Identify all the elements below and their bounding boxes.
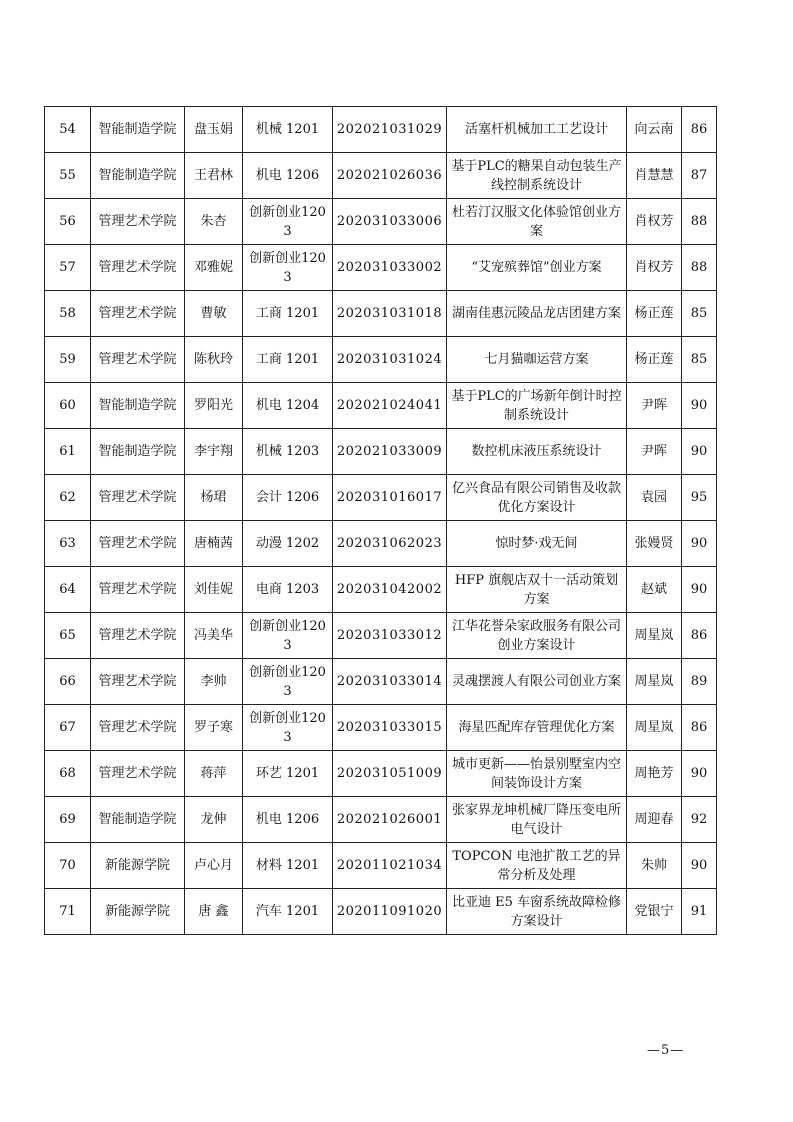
cell-advisor: 张嫚贤 [627, 521, 682, 567]
cell-score: 85 [682, 291, 717, 337]
cell-seq: 57 [45, 245, 91, 291]
cell-title: 七月猫咖运营方案 [447, 337, 627, 383]
cell-college: 管理艺术学院 [91, 751, 185, 797]
cell-college: 智能制造学院 [91, 797, 185, 843]
cell-title: 城市更新——怡景别墅室内空间装饰设计方案 [447, 751, 627, 797]
cell-score: 88 [682, 245, 717, 291]
cell-seq: 56 [45, 199, 91, 245]
cell-advisor: 杨正莲 [627, 291, 682, 337]
cell-class: 会计 1206 [243, 475, 333, 521]
cell-title: 杜若汀汉服文化体验馆创业方案 [447, 199, 627, 245]
cell-score: 95 [682, 475, 717, 521]
cell-class: 机电 1204 [243, 383, 333, 429]
cell-title: 灵魂摆渡人有限公司创业方案 [447, 659, 627, 705]
cell-student-no: 202011021034 [333, 843, 447, 889]
cell-advisor: 党银宁 [627, 889, 682, 935]
cell-name: 唐楠茜 [185, 521, 243, 567]
cell-name: 王君林 [185, 153, 243, 199]
cell-class: 创新创业1203 [243, 245, 333, 291]
cell-college: 管理艺术学院 [91, 337, 185, 383]
cell-name: 唐 鑫 [185, 889, 243, 935]
cell-title: 张家界龙坤机械厂降压变电所电气设计 [447, 797, 627, 843]
cell-name: 李宇翔 [185, 429, 243, 475]
cell-class: 机电 1206 [243, 153, 333, 199]
cell-score: 87 [682, 153, 717, 199]
cell-student-no: 202021026001 [333, 797, 447, 843]
table-row [45, 475, 717, 521]
table-row [45, 153, 717, 199]
cell-title: HFP 旗舰店双十一活动策划方案 [447, 567, 627, 613]
table-row [45, 705, 717, 751]
cell-student-no: 202031031024 [333, 337, 447, 383]
cell-student-no: 202031062023 [333, 521, 447, 567]
table-row [45, 337, 717, 383]
cell-college: 管理艺术学院 [91, 199, 185, 245]
cell-name: 杨珺 [185, 475, 243, 521]
table-row [45, 843, 717, 889]
table-row [45, 383, 717, 429]
award-list-table [44, 106, 717, 935]
cell-score: 90 [682, 843, 717, 889]
table-row [45, 613, 717, 659]
cell-student-no: 202031031018 [333, 291, 447, 337]
cell-class: 创新创业1203 [243, 659, 333, 705]
cell-college: 智能制造学院 [91, 429, 185, 475]
cell-seq: 71 [45, 889, 91, 935]
cell-score: 92 [682, 797, 717, 843]
cell-student-no: 202021033009 [333, 429, 447, 475]
cell-college: 智能制造学院 [91, 107, 185, 153]
cell-class: 材料 1201 [243, 843, 333, 889]
cell-score: 86 [682, 107, 717, 153]
cell-seq: 64 [45, 567, 91, 613]
table-row [45, 199, 717, 245]
cell-name: 刘佳妮 [185, 567, 243, 613]
cell-student-no: 202031033012 [333, 613, 447, 659]
cell-class: 机电 1206 [243, 797, 333, 843]
cell-student-no: 202021026036 [333, 153, 447, 199]
cell-name: 蒋萍 [185, 751, 243, 797]
cell-score: 90 [682, 521, 717, 567]
cell-score: 91 [682, 889, 717, 935]
cell-seq: 62 [45, 475, 91, 521]
cell-name: 卢心月 [185, 843, 243, 889]
cell-name: 陈秋玲 [185, 337, 243, 383]
cell-class: 机械 1203 [243, 429, 333, 475]
cell-class: 电商 1203 [243, 567, 333, 613]
cell-student-no: 202031033015 [333, 705, 447, 751]
cell-seq: 60 [45, 383, 91, 429]
cell-title: TOPCON 电池扩散工艺的异常分析及处理 [447, 843, 627, 889]
cell-student-no: 202011091020 [333, 889, 447, 935]
cell-student-no: 202031033006 [333, 199, 447, 245]
table-row [45, 107, 717, 153]
cell-advisor: 肖权芳 [627, 245, 682, 291]
cell-seq: 58 [45, 291, 91, 337]
cell-name: 罗子寒 [185, 705, 243, 751]
cell-name: 李帅 [185, 659, 243, 705]
cell-title: 惊时梦·戏无间 [447, 521, 627, 567]
cell-class: 动漫 1202 [243, 521, 333, 567]
cell-advisor: 周星岚 [627, 613, 682, 659]
table-body [45, 107, 717, 935]
cell-seq: 69 [45, 797, 91, 843]
cell-college: 管理艺术学院 [91, 475, 185, 521]
cell-college: 管理艺术学院 [91, 567, 185, 613]
cell-name: 罗阳光 [185, 383, 243, 429]
cell-score: 88 [682, 199, 717, 245]
cell-score: 90 [682, 383, 717, 429]
cell-student-no: 202031051009 [333, 751, 447, 797]
cell-student-no: 202021024041 [333, 383, 447, 429]
cell-advisor: 赵斌 [627, 567, 682, 613]
cell-seq: 65 [45, 613, 91, 659]
cell-name: 曹敏 [185, 291, 243, 337]
cell-title: 数控机床液压系统设计 [447, 429, 627, 475]
cell-college: 管理艺术学院 [91, 659, 185, 705]
cell-college: 管理艺术学院 [91, 613, 185, 659]
cell-college: 新能源学院 [91, 843, 185, 889]
cell-student-no: 202031042002 [333, 567, 447, 613]
table-row [45, 291, 717, 337]
cell-score: 86 [682, 705, 717, 751]
cell-score: 90 [682, 429, 717, 475]
cell-seq: 54 [45, 107, 91, 153]
cell-advisor: 尹晖 [627, 429, 682, 475]
cell-seq: 61 [45, 429, 91, 475]
cell-student-no: 202031016017 [333, 475, 447, 521]
cell-advisor: 尹晖 [627, 383, 682, 429]
cell-title: “艾宠殡葬馆”创业方案 [447, 245, 627, 291]
table-row [45, 659, 717, 705]
cell-score: 86 [682, 613, 717, 659]
cell-title: 湖南佳惠沅陵品龙店团建方案 [447, 291, 627, 337]
table-row [45, 889, 717, 935]
cell-name: 冯美华 [185, 613, 243, 659]
table-row [45, 429, 717, 475]
cell-score: 90 [682, 567, 717, 613]
table-row [45, 245, 717, 291]
cell-college: 管理艺术学院 [91, 705, 185, 751]
cell-seq: 63 [45, 521, 91, 567]
cell-title: 海星匹配库存管理优化方案 [447, 705, 627, 751]
cell-title: 亿兴食品有限公司销售及收款优化方案设计 [447, 475, 627, 521]
cell-seq: 66 [45, 659, 91, 705]
cell-advisor: 袁园 [627, 475, 682, 521]
cell-title: 活塞杆机械加工工艺设计 [447, 107, 627, 153]
cell-class: 工商 1201 [243, 291, 333, 337]
cell-college: 智能制造学院 [91, 383, 185, 429]
cell-advisor: 向云南 [627, 107, 682, 153]
cell-title: 江华花誉朵家政服务有限公司创业方案设计 [447, 613, 627, 659]
cell-student-no: 202021031029 [333, 107, 447, 153]
cell-title: 基于PLC的糖果自动包装生产线控制系统设计 [447, 153, 627, 199]
cell-class: 工商 1201 [243, 337, 333, 383]
table-row [45, 751, 717, 797]
cell-advisor: 肖权芳 [627, 199, 682, 245]
cell-advisor: 周艳芳 [627, 751, 682, 797]
cell-college: 管理艺术学院 [91, 521, 185, 567]
cell-college: 管理艺术学院 [91, 245, 185, 291]
cell-title: 基于PLC的广场新年倒计时控制系统设计 [447, 383, 627, 429]
cell-college: 管理艺术学院 [91, 291, 185, 337]
cell-seq: 68 [45, 751, 91, 797]
cell-name: 盘玉娟 [185, 107, 243, 153]
cell-class: 汽车 1201 [243, 889, 333, 935]
cell-student-no: 202031033002 [333, 245, 447, 291]
cell-seq: 67 [45, 705, 91, 751]
cell-advisor: 周星岚 [627, 705, 682, 751]
cell-class: 创新创业1203 [243, 613, 333, 659]
cell-advisor: 肖慧慧 [627, 153, 682, 199]
cell-name: 朱杏 [185, 199, 243, 245]
cell-score: 85 [682, 337, 717, 383]
cell-student-no: 202031033014 [333, 659, 447, 705]
cell-seq: 59 [45, 337, 91, 383]
cell-class: 环艺 1201 [243, 751, 333, 797]
cell-seq: 70 [45, 843, 91, 889]
table-row [45, 521, 717, 567]
cell-name: 邓雅妮 [185, 245, 243, 291]
table-row [45, 797, 717, 843]
cell-seq: 55 [45, 153, 91, 199]
cell-class: 创新创业1203 [243, 199, 333, 245]
cell-college: 新能源学院 [91, 889, 185, 935]
cell-class: 创新创业1203 [243, 705, 333, 751]
cell-advisor: 杨正莲 [627, 337, 682, 383]
cell-advisor: 朱帅 [627, 843, 682, 889]
cell-advisor: 周迎春 [627, 797, 682, 843]
page-number: —5— [647, 1043, 685, 1058]
cell-score: 90 [682, 751, 717, 797]
cell-score: 89 [682, 659, 717, 705]
cell-name: 龙伸 [185, 797, 243, 843]
cell-class: 机械 1201 [243, 107, 333, 153]
cell-advisor: 周星岚 [627, 659, 682, 705]
cell-title: 比亚迪 E5 车窗系统故障检修方案设计 [447, 889, 627, 935]
table-row [45, 567, 717, 613]
cell-college: 智能制造学院 [91, 153, 185, 199]
